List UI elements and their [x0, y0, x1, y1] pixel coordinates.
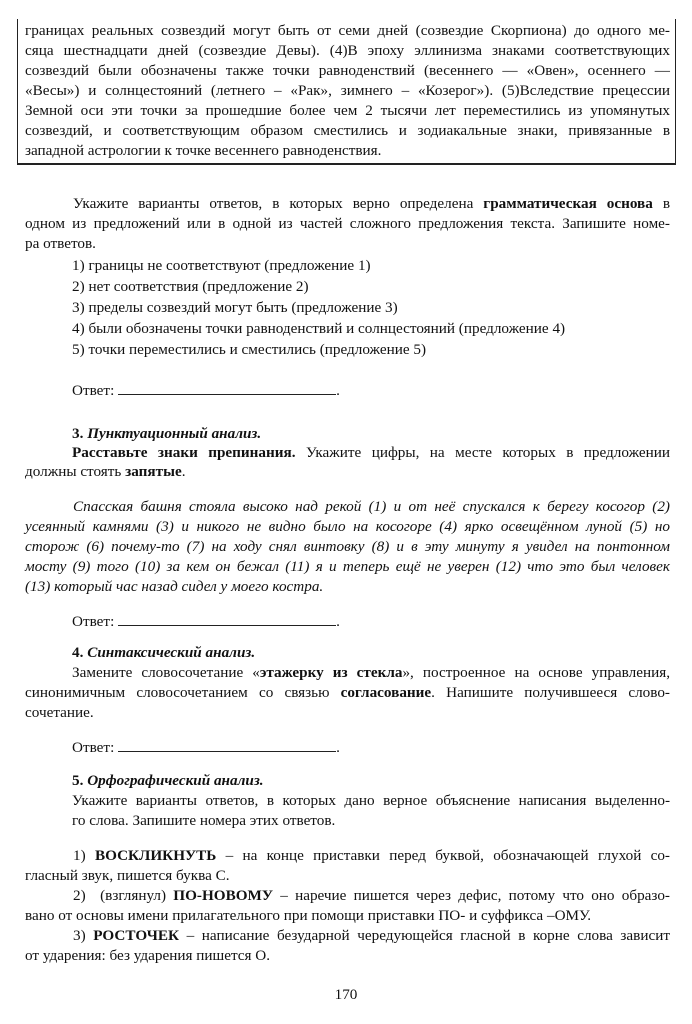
highlighted-word: РОСТОЧЕК — [93, 927, 180, 944]
grammar-answer-row: Ответ: . — [72, 382, 340, 399]
grammar-option: 2) нет соответствия (предложение 2) — [72, 278, 309, 295]
section-heading-syntax: 4. Синтаксический анализ. — [72, 644, 256, 661]
excerpt-line: границах реальных созвездий могут быть от семи дней (созвездие Скорпиона) до одного ме- — [25, 22, 670, 39]
grammar-intro-line: ра ответов. — [25, 235, 96, 252]
highlighted-word: ВОСКЛИКНУТЬ — [94, 847, 217, 864]
answer-label: Ответ: — [72, 739, 115, 756]
punctuation-sentence-line: мосту (9) того (10) за кем он бежал (11) я и теперь ещё не уверен (12) что это был человек — [25, 558, 670, 575]
orthography-option: 2) (взглянул) ПО-НОВОМУ – наречие пишется через дефис, потому что оно образо- — [73, 887, 670, 904]
syntax-instruction: сочетание. — [25, 704, 94, 721]
syntax-answer-field[interactable] — [118, 737, 336, 752]
grammar-intro-line: Укажите варианты ответов, в которых верно определена грамматическая основа в — [73, 195, 670, 212]
punctuation-sentence-line: сторож (6) почему-то (7) на ходу снял винтовку (8) и в эту минуту я увидел на понтонном — [25, 538, 670, 555]
highlighted-word: ПО-НОВОМУ — [173, 887, 274, 904]
excerpt-line: «Весы») и солнцестояний (летнего – «Рак», зимнего – «Козерог»). (5)Вследствие прецессии — [25, 82, 670, 99]
syntax-instruction: Замените словосочетание «этажерку из стекла», построенное на основе управления, — [72, 664, 670, 681]
orthography-option-cont: от ударения: без ударения пишется О. — [25, 947, 271, 964]
section-heading-punctuation: 3. Пунктуационный анализ. — [72, 425, 262, 442]
syntax-instruction: синонимичным словосочетанием со связью согласование. Напишите получившееся слово- — [25, 684, 670, 701]
orthography-option: 3) РОСТОЧЕК – написание безударной чередующейся гласной в корне слова зависит — [73, 927, 670, 944]
punctuation-sentence-line: (13) который час назад сидел у моего костра. — [25, 578, 324, 595]
grammar-intro-line: одном из предложений или в одной из частей сложного предложения текста. Запишите номе- — [25, 215, 670, 232]
syntax-answer-row: Ответ: . — [72, 739, 340, 756]
excerpt-line: созвездий были обозначены также точки равноденствий (весеннего — «Овен», осеннего — — [25, 62, 670, 79]
grammar-answer-field[interactable] — [118, 380, 336, 395]
punctuation-instruction: Расставьте знаки препинания. Укажите цифры, на месте которых в предложении — [72, 444, 670, 461]
punctuation-sentence-line: усеянный камнями (3) и никого не видно было на косогоре (4) ярко освещённом луной (5) но — [25, 518, 670, 535]
orthography-instruction: Укажите варианты ответов, в которых дано верное объяснение написания выделенно- — [72, 792, 670, 809]
grammar-option: 1) границы не соответствуют (предложение 1) — [72, 257, 371, 274]
answer-label: Ответ: — [72, 382, 115, 399]
grammar-option: 5) точки переместились и сместились (предложение 5) — [72, 341, 427, 358]
answer-label: Ответ: — [72, 613, 115, 630]
grammar-option: 4) были обозначены точки равноденствий и солнцестояний (предложение 4) — [72, 320, 566, 337]
emphasis-grammatical-basis: грамматическая основа — [483, 195, 653, 212]
punctuation-instruction: должны стоять запятые. — [25, 463, 186, 480]
orthography-option-cont: вано от основы имени прилагательного при помощи приставки ПО- и суффикса –ОМУ. — [25, 907, 592, 924]
excerpt-line: западной астрологии к точке весеннего равноденствия. — [25, 142, 382, 159]
punctuation-sentence-line: Спасская башня стояла высоко над рекой (1) и от неё спускался к берегу косогор (2) — [73, 498, 670, 515]
punctuation-answer-row: Ответ: . — [72, 613, 340, 630]
excerpt-line: созвездий, и соответствующим образом сместились и зодиакальные знаки, привязанные в — [25, 122, 670, 139]
excerpt-line: сяца шестнадцати дней (созвездие Девы). (4)В эпоху эллинизма знаками соответствующих — [25, 42, 670, 59]
grammar-option: 3) пределы созвездий могут быть (предложение 3) — [72, 299, 398, 316]
page-number: 170 — [334, 986, 358, 1003]
excerpt-line: Земной оси эти точки за прошедшие более чем 2 тысячи лет переместились из упомянутых — [25, 102, 670, 119]
section-heading-orthography: 5. Орфографический анализ. — [72, 772, 264, 789]
orthography-option-cont: гласный звук, пишется буква С. — [25, 867, 230, 884]
orthography-instruction: го слова. Запишите номера этих ответов. — [72, 812, 336, 829]
orthography-option: 1) ВОСКЛИКНУТЬ – на конце приставки перед буквой, обозначающей глухой со- — [73, 847, 670, 864]
punctuation-answer-field[interactable] — [118, 611, 336, 626]
